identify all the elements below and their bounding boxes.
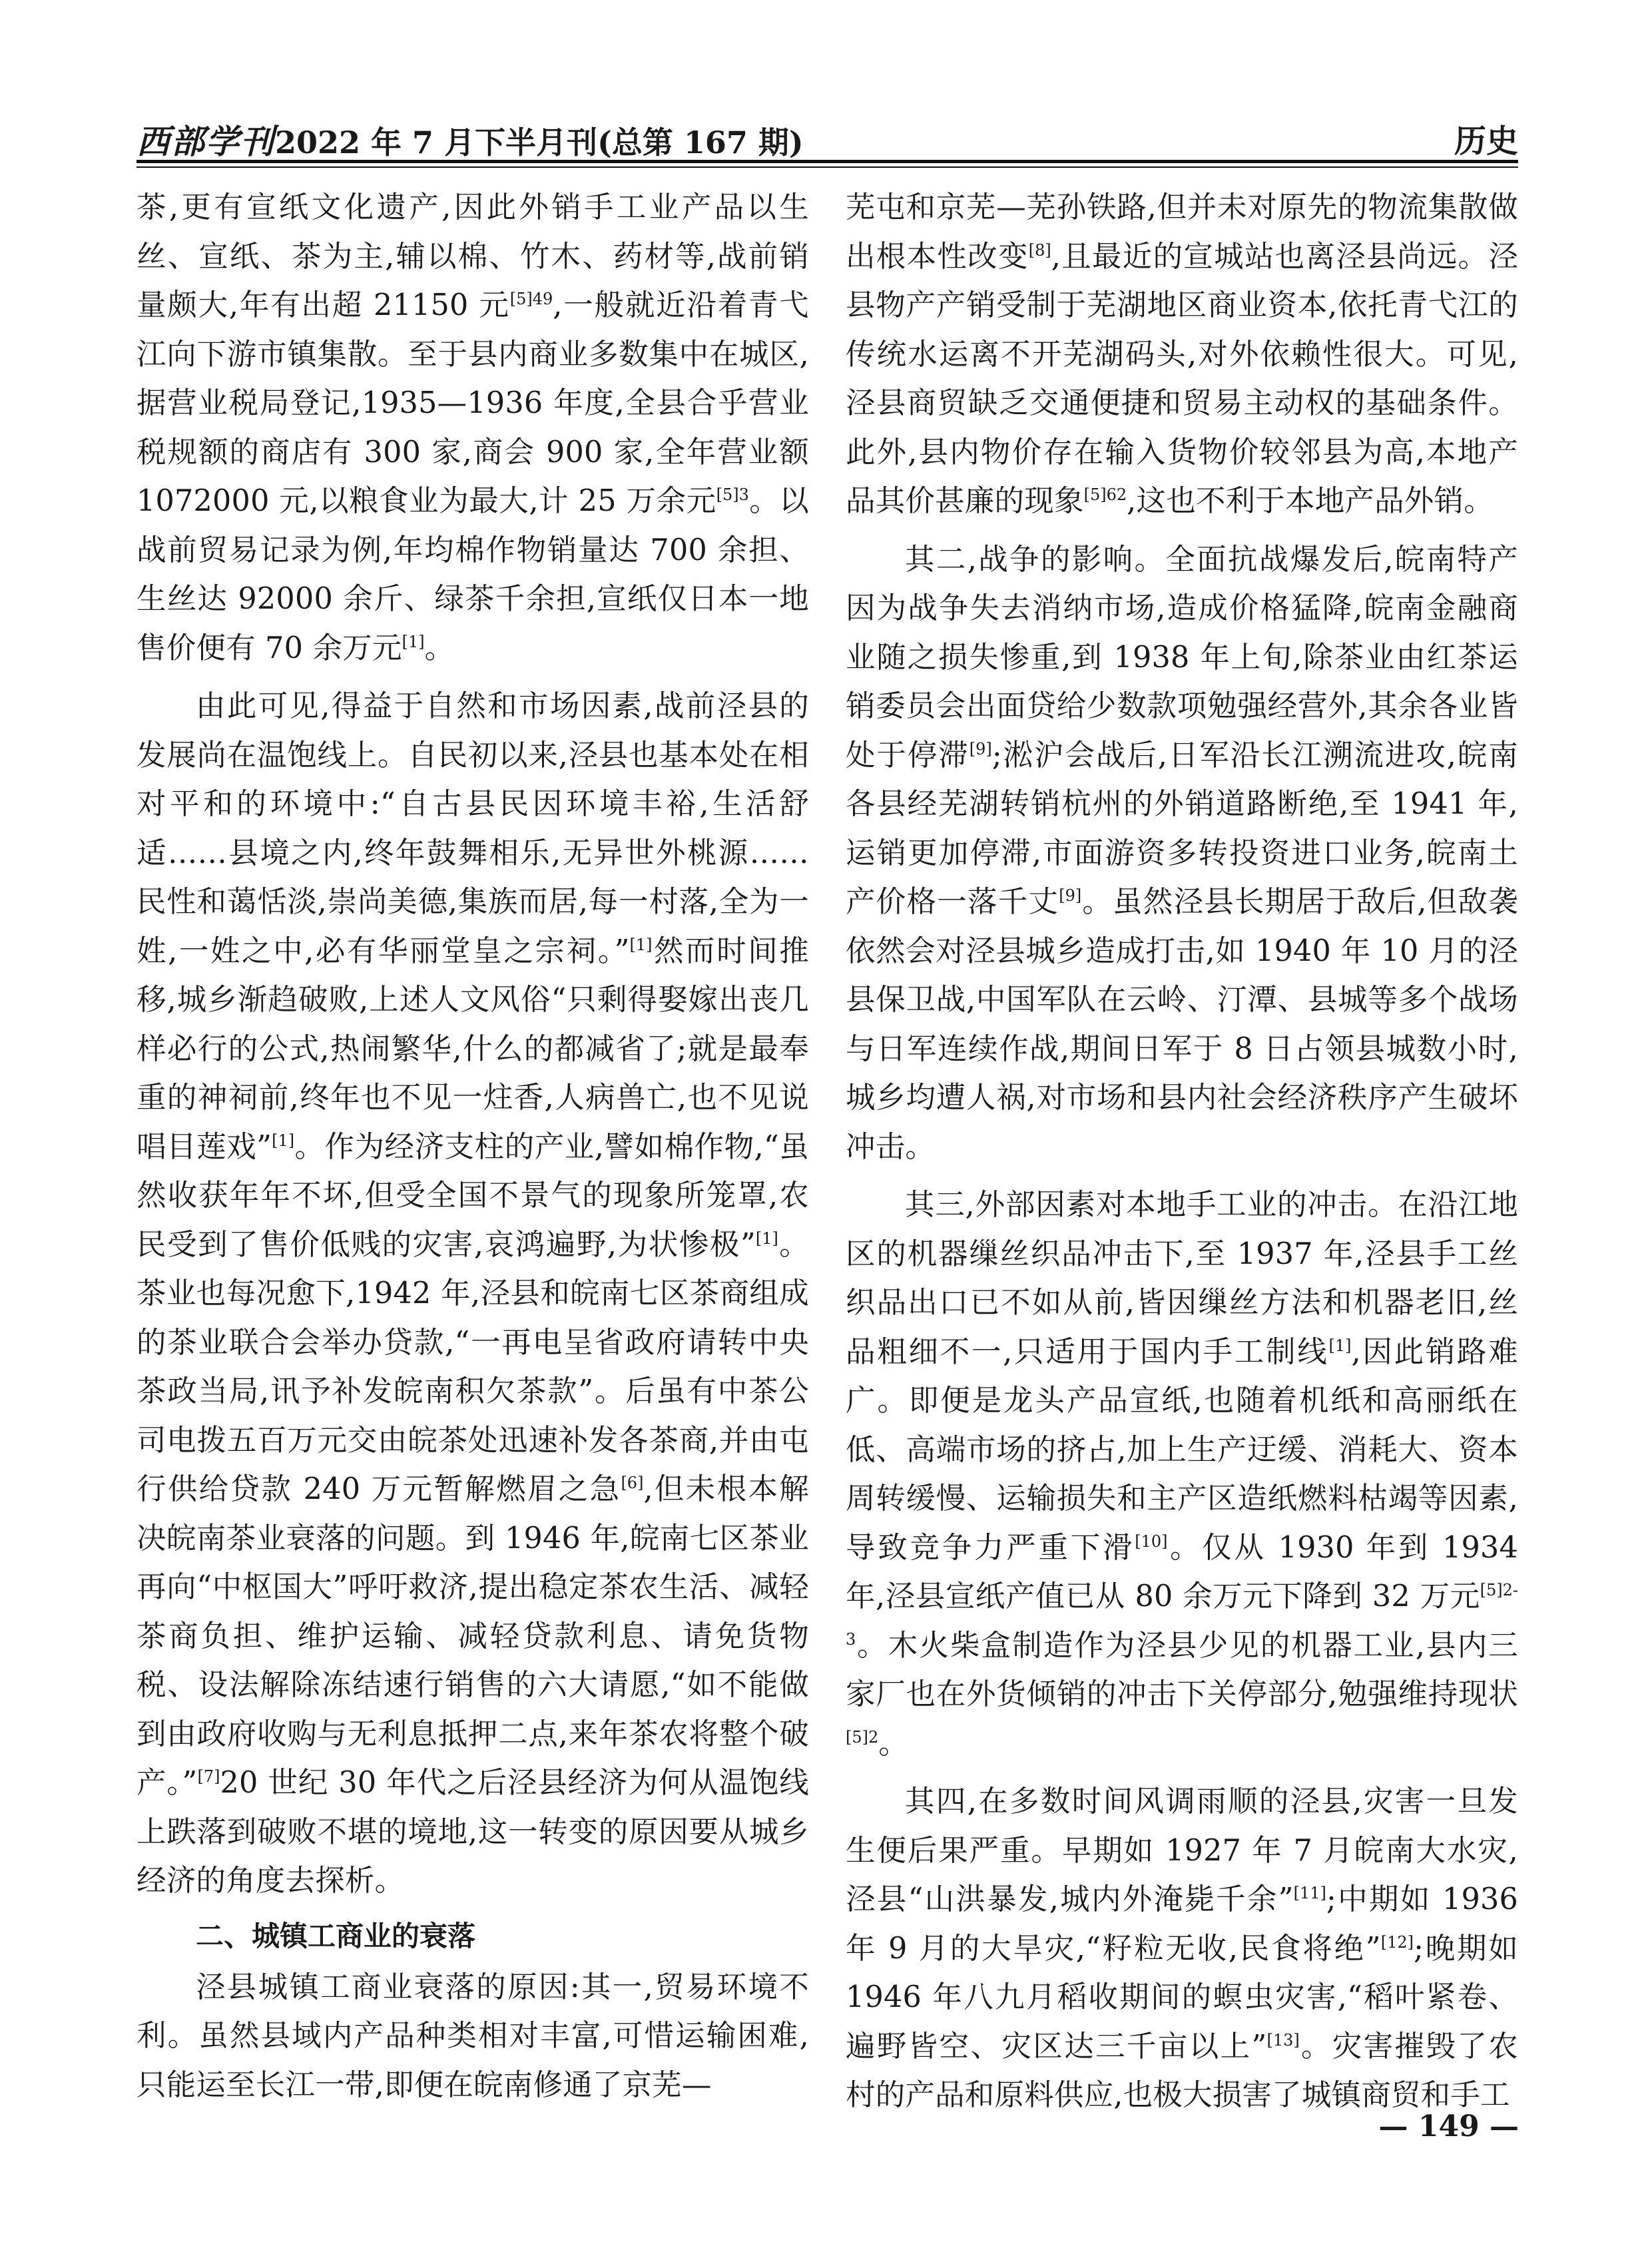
text-run: 茶,更有宣纸文化遗产,因此外销手工业产品以生丝、宣纸、茶为主,辅以棉、竹木、药材等,战前销量颇大,年有出超 21150 元 xyxy=(137,190,809,322)
citation: [5]2 xyxy=(846,1727,879,1747)
citation: [1] xyxy=(1328,1336,1352,1355)
text-run: 。以战前贸易记录为例,年均棉作物销量达 700 余担、生丝达 92000 余斤、绿茶千余担,宣纸仅日本一地售价便有 70 余万元 xyxy=(137,484,809,665)
text-run: 。 xyxy=(878,1726,908,1761)
right-column xyxy=(846,183,1518,2120)
text-run: 。仅从 1930 年到 1934 年,泾县宣纸产值已从 80 余万元下降到 32 万元 xyxy=(846,1530,1518,1613)
paragraph xyxy=(846,1777,1518,2120)
text-run: 。灾害摧毁了农村的产品和原料供应,也极大损害了城镇商贸和手工 xyxy=(846,2029,1518,2112)
journal-logo: 西部学刊 xyxy=(137,122,275,161)
running-header xyxy=(137,110,1518,161)
citation: [5]2-3 xyxy=(846,1581,1518,1649)
text-run: 。木火柴盒制造作为泾县少见的机器工业,县内三家厂也在外货倾销的冲击下关停部分,勉强维持现状 xyxy=(846,1628,1518,1711)
paragraph xyxy=(137,682,809,1906)
text-run: ;晚期如 1946 年八九月稻收期间的螟虫灾害,“稻叶紧卷、遍野皆空、灾区达三千亩以上” xyxy=(846,1931,1518,2064)
page-number: — 149 — xyxy=(1378,2109,1519,2143)
paragraph xyxy=(846,535,1518,1172)
citation: [8] xyxy=(1028,240,1051,260)
text-run: 芜屯和京芜—芜孙铁路,但并未对原先的物流集散做出根本性改变 xyxy=(846,190,1518,274)
citation: [5]49 xyxy=(509,290,553,308)
text-run: 然而时间推移,城乡渐趋破败,上述人文风俗“只剩得娶嫁出丧几样必行的公式,热闹繁华,什么的都减省了;就是最奉重的神祠前,终年也不见一炷香,人病兽亡,也不见说唱目莲戏” xyxy=(137,934,809,1164)
citation: [1] xyxy=(402,632,425,651)
text-run: 其三,外部因素对本地手工业的冲击。在沿江地区的机器缫丝织品冲击下,至 1937 年,泾县手工丝织品出口已不如从前,皆因缫丝方法和机器老旧,丝品粗细不一,只适用于国内手工制线 xyxy=(846,1188,1518,1369)
text-run: 。茶业也每况愈下,1942 年,泾县和皖南七区茶商组成的茶业联合会举办贷款,“一再电呈省政府请转中央茶政当局,讯予补发皖南积欠茶款”。后虽有中茶公司电拨五百万元交由皖茶处迅速补发各茶商,并由屯行供给贷款 240 万元暂解燃眉之急 xyxy=(137,1227,810,1506)
citation: [9] xyxy=(1059,886,1082,905)
citation: [5]62 xyxy=(1083,485,1127,504)
citation: [12] xyxy=(1380,1932,1414,1952)
paragraph xyxy=(137,183,809,673)
left-column xyxy=(137,183,809,2109)
citation: [1] xyxy=(272,1131,295,1150)
text-run: 泾县城镇工商业衰落的原因:其一,贸易环境不利。虽然县域内产品种类相对丰富,可惜运输困难,只能运至长江一带,即便在皖南修通了京芜— xyxy=(137,1970,809,2102)
text-run: 其二,战争的影响。全面抗战爆发后,皖南特产因为战争失去消纳市场,造成价格猛降,皖南金融商业随之损失惨重,到 1938 年上旬,除茶业由红茶运销委员会出面贷给少数款项勉强经营外,其余各业皆处于停滞 xyxy=(846,542,1518,772)
text-run: 。 xyxy=(424,631,455,665)
journal-issue-line xyxy=(137,115,804,163)
section-heading: 二、城镇工商业的衰落 xyxy=(196,1919,476,1952)
section-name: 历史 xyxy=(1454,123,1518,160)
citation: [1] xyxy=(755,1229,778,1248)
header-rule-thick xyxy=(137,160,1518,163)
text-run: 。作为经济支柱的产业,譬如棉作物,“虽然收获年年不坏,但受全国不景气的现象所笼罩,农民受到了售价低贱的灾害,哀鸿遍野,为状惨极” xyxy=(137,1129,809,1262)
text-run: ,因此销路难广。即便是龙头产品宣纸,也随着机纸和高丽纸在低、高端市场的挤占,加上生产迂缓、消耗大、资本周转缓慢、运输损失和主产区造纸燃料枯竭等因素,导致竞争力严重下滑 xyxy=(846,1334,1518,1565)
citation: [13] xyxy=(1266,2030,1300,2050)
paragraph xyxy=(846,183,1518,526)
text-run: 20 世纪 30 年代之后泾县经济为何从温饱线上跌落到破败不堪的境地,这一转变的原因要从城乡经济的角度去探析。 xyxy=(137,1766,809,1898)
text-run: ,但未根本解决皖南茶业衰落的问题。到 1946 年,皖南七区茶业再向“中枢国大”呼吁救济,提出稳定茶农生活、减轻茶商负担、维护运输、减轻贷款利息、请免货物税、设法解除冻结速行销售的六大请愿,“如不能做到由政府收购与无利息抵押二点,来年茶农将整个破产。” xyxy=(137,1472,809,1800)
text-run: 。虽然泾县长期居于敌后,但敌袭依然会对泾县城乡造成打击,如 1940 年 10 月的泾县保卫战,中国军队在云岭、汀潭、县城等多个战场与日军连续作战,期间日军于 8 日占领县城数小时,城乡均遭人祸,对市场和县内社会经济秩序产生破坏冲击。 xyxy=(846,885,1518,1164)
text-run: ;淞沪会战后,日军沿长江溯流进攻,皖南各县经芜湖转销杭州的外销道路断绝,至 1941 年,运销更加停滞,市面游资多转投资进口业务,皖南土产价格一落千丈 xyxy=(846,738,1518,919)
text-run: ,这也不利于本地产品外销。 xyxy=(1127,484,1494,518)
text-run: ;中期如 1936 年 9 月的大旱灾,“籽粒无收,民食将绝” xyxy=(846,1882,1518,1966)
citation: [6] xyxy=(621,1474,644,1492)
text-run: 由此可见,得益于自然和市场因素,战前泾县的发展尚在温饱线上。自民初以来,泾县也基本处在相对平和的环境中:“自古县民因环境丰裕,生活舒适……县境之内,终年鼓舞相乐,无异世外桃源……民性和蔼恬淡,崇尚美德,集族而居,每一村落,全为一姓,一姓之中,必有华丽堂皇之宗祠。” xyxy=(137,689,809,968)
paragraph xyxy=(137,1963,809,2110)
citation: [11] xyxy=(1293,1884,1326,1902)
citation: [10] xyxy=(1135,1532,1168,1551)
citation: [7] xyxy=(197,1767,220,1786)
citation: [5]3 xyxy=(716,485,749,504)
text-run: ,且最近的宣城站也离泾县尚远。泾县物产产销受制于芜湖地区商业资本,依托青弋江的传统水运离不开芜湖码头,对外依赖性很大。可见,泾县商贸缺乏交通便捷和贸易主动权的基础条件。此外,县内物价存在输入货物价较邻县为高,本地产品其价甚廉的现象 xyxy=(846,239,1518,518)
citation: [1] xyxy=(629,935,653,954)
text-run: 其四,在多数时间风调雨顺的泾县,灾害一旦发生便后果严重。早期如 1927 年 7 月皖南大水灾,泾县“山洪暴发,城内外淹毙千余” xyxy=(846,1785,1518,1916)
issue-info: 2022 年 7 月下半月刊(总第 167 期) xyxy=(275,125,804,160)
header-rule-thin xyxy=(137,166,1518,168)
text-run: ,一般就近沿着青弋江向下游市镇集散。至于县内商业多数集中在城区,据营业税局登记,1935—1936 年度,全县合乎营业税规额的商店有 300 家,商会 900 家,全年营业额 1072000 元,以粮食业为最大,计 25 万余元 xyxy=(137,288,809,518)
citation: [9] xyxy=(969,739,992,758)
paragraph xyxy=(846,1181,1518,1768)
